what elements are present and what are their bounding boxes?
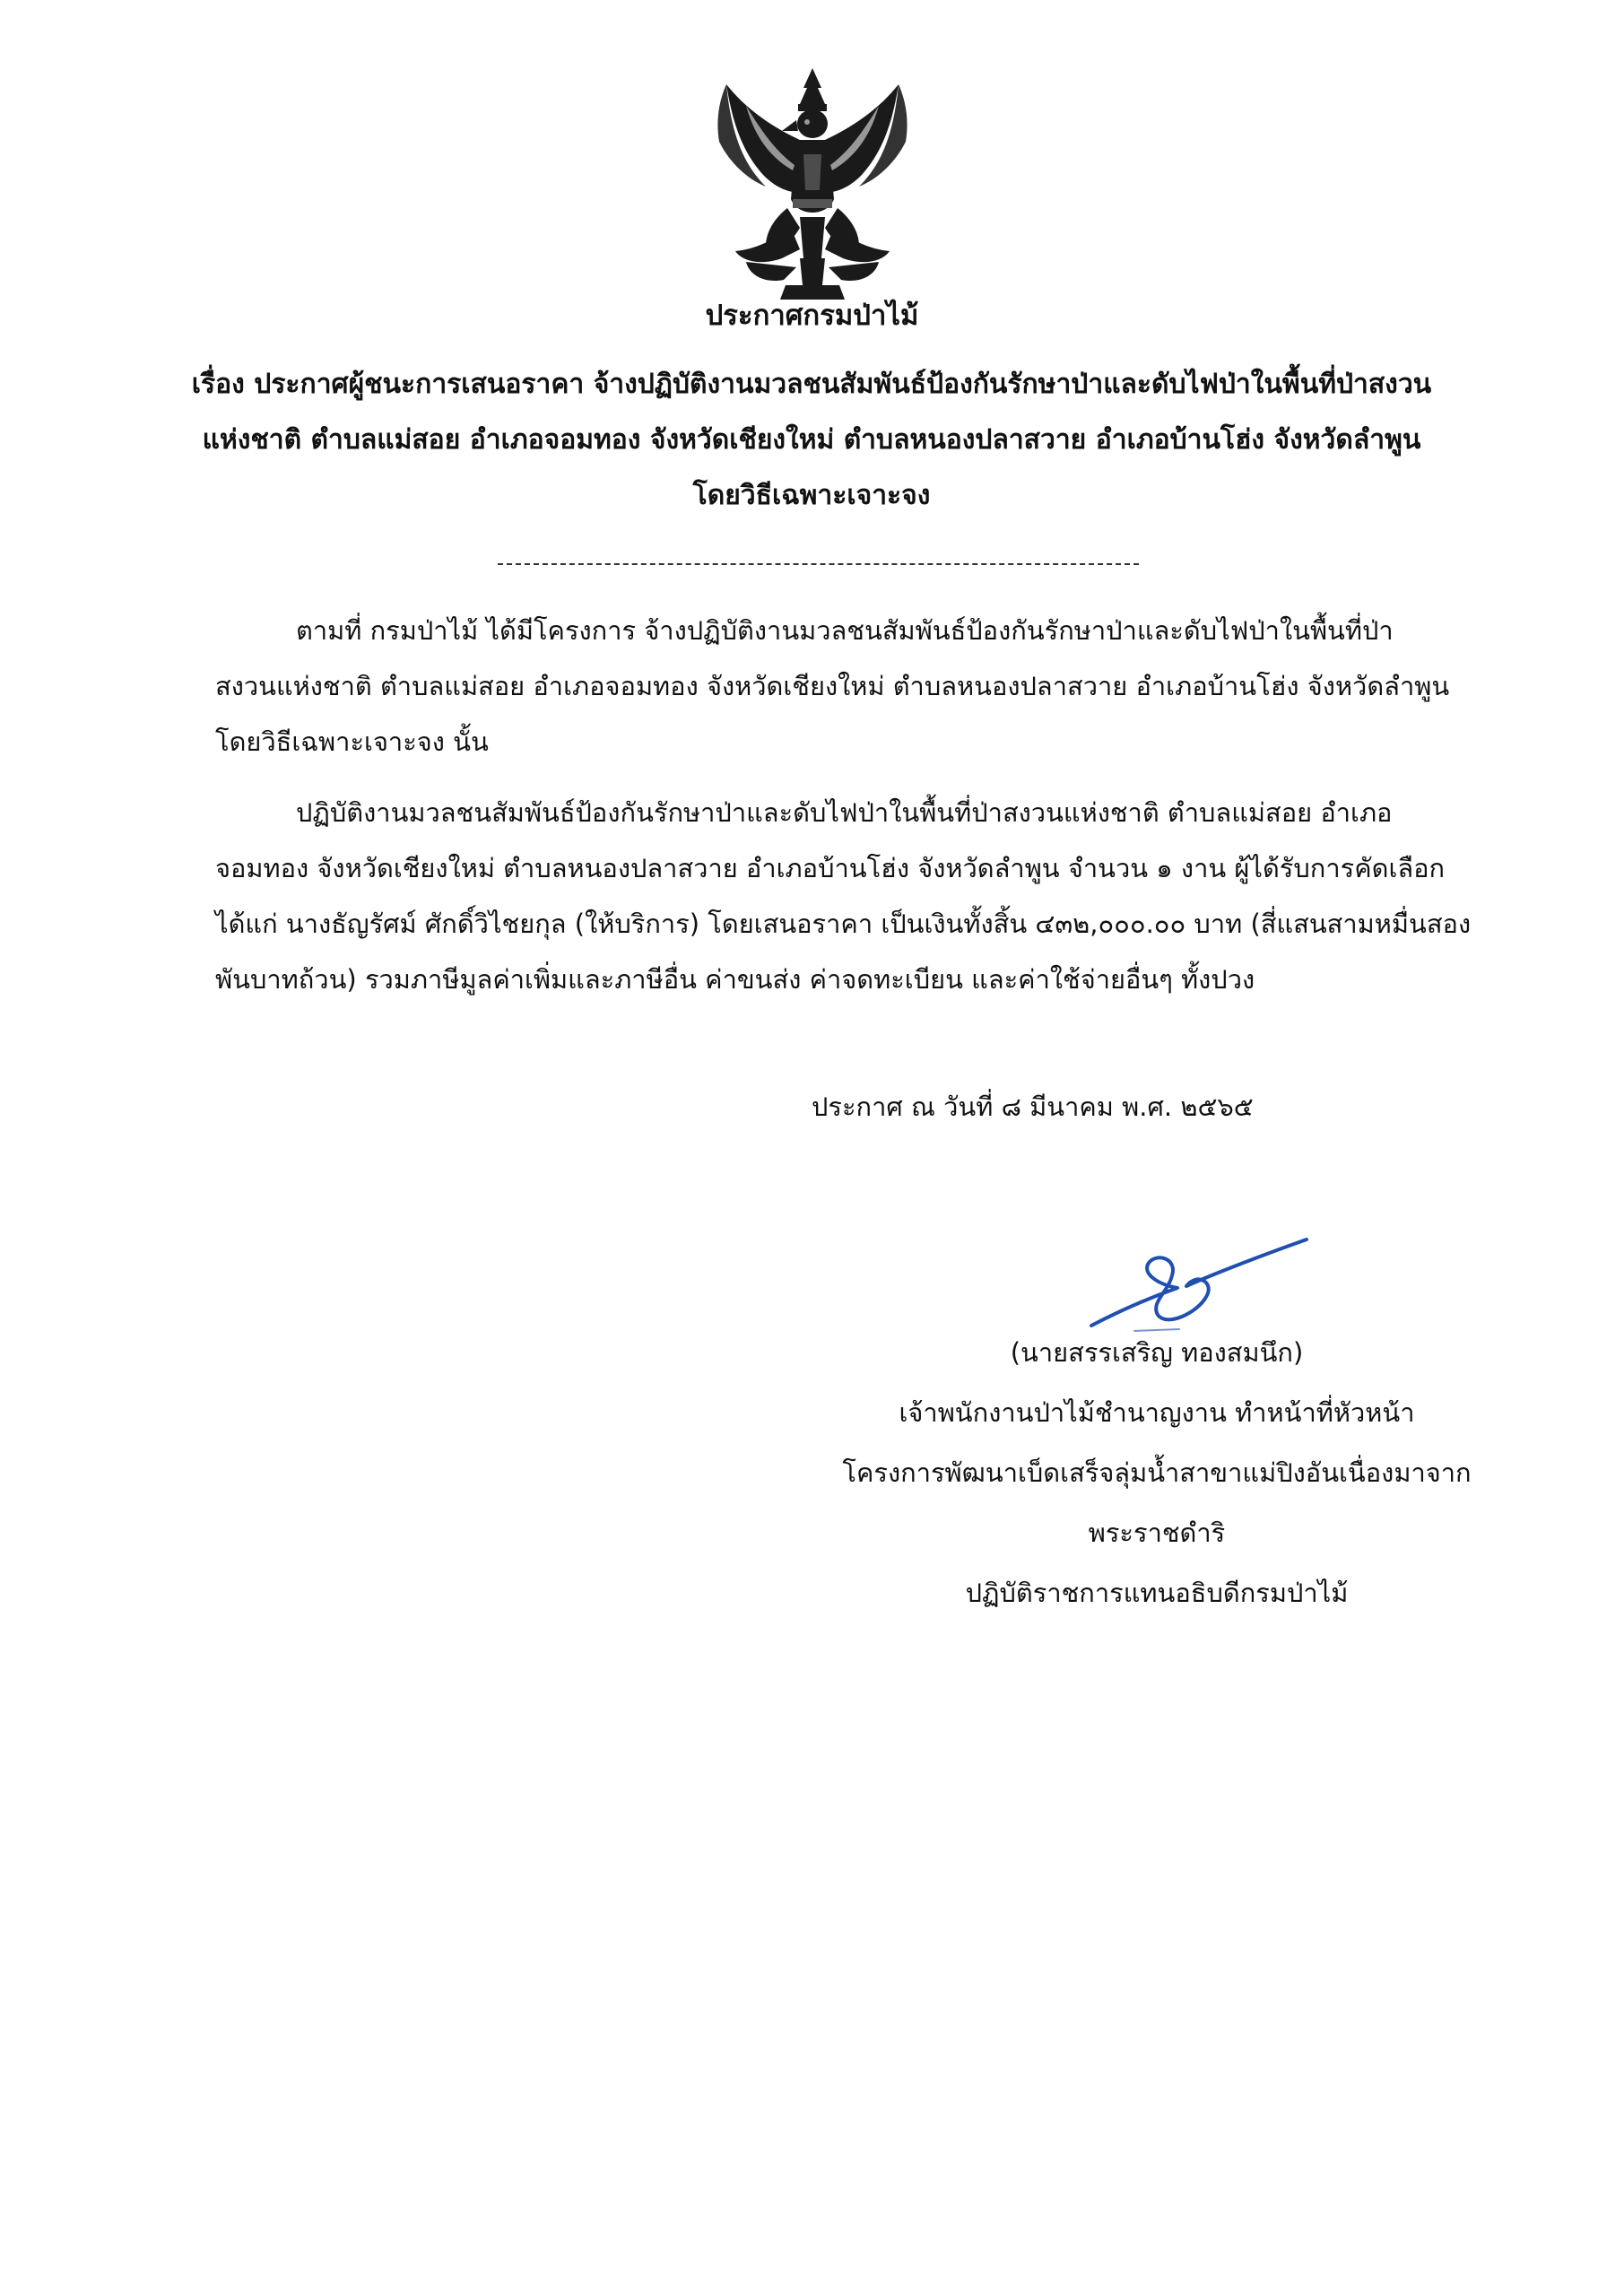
subject-line: โดยวิธีเฉพาะเจาะจง <box>692 480 931 511</box>
handwritten-signature-icon <box>1072 1220 1314 1336</box>
paragraph-line: ตามที่ กรมป่าไม้ ได้มีโครงการ จ้างปฏิบัติงานมวลชนสัมพันธ์ป้องกันรักษาป่าและดับไฟป่าในพื้นที่ป่า <box>296 615 1394 646</box>
signatory-name: (นายสรรเสริญ ทองสมนึก) <box>1010 1337 1304 1368</box>
announcement-date: ประกาศ ณ วันที่ ๘ มีนาคม พ.ศ. ๒๕๖๕ <box>812 1091 1254 1122</box>
subject-line: เรื่อง ประกาศผู้ชนะการเสนอราคา จ้างปฏิบัติงานมวลชนสัมพันธ์ป้องกันรักษาป่าและดับไฟป่าในพื้นที่ป่าสงวน <box>191 369 1432 400</box>
paragraph-line: โดยวิธีเฉพาะเจาะจง นั้น <box>215 726 489 757</box>
paragraph-1 <box>215 603 1471 770</box>
garuda-emblem-icon <box>710 65 915 305</box>
signatory-block <box>807 1323 1507 1623</box>
signatory-position: โครงการพัฒนาเบ็ดเสร็จลุ่มน้ำสาขาแม่ปิงอันเนื่องมาจาก <box>842 1457 1472 1488</box>
paragraph-line: จอมทอง จังหวัดเชียงใหม่ ตำบลหนองปลาสวาย อำเภอบ้านโฮ่ง จังหวัดลำพูน จำนวน ๑ งาน ผู้ได้รับการคัดเลือก <box>215 853 1446 883</box>
paragraph-line: ปฏิบัติงานมวลชนสัมพันธ์ป้องกันรักษาป่าและดับไฟป่าในพื้นที่ป่าสงวนแห่งชาติ ตำบลแม่สอย อำเภอ <box>296 797 1393 828</box>
signatory-position: เจ้าพนักงานป่าไม้ชำนาญงาน ทำหน้าที่หัวหน้า <box>899 1397 1415 1428</box>
paragraph-2 <box>215 785 1471 1007</box>
subject-heading <box>161 357 1462 524</box>
paragraph-line: ได้แก่ นางธัญรัศม์ ศักดิ์วิไชยกุล (ให้บริการ) โดยเสนอราคา เป็นเงินทั้งสิ้น ๔๓๒,๐๐๐.๐๐ บาท (สี่แสนสามหมื่นสอง <box>215 909 1472 939</box>
section-divider <box>498 563 1139 565</box>
signatory-position: ปฏิบัติราชการแทนอธิบดีกรมป่าไม้ <box>965 1578 1349 1608</box>
signatory-position: พระราชดำริ <box>1088 1518 1226 1548</box>
subject-line: แห่งชาติ ตำบลแม่สอย อำเภอจอมทอง จังหวัดเชียงใหม่ ตำบลหนองปลาสวาย อำเภอบ้านโฮ่ง จังหวัดลำพูน <box>202 424 1421 456</box>
agency-title: ประกาศกรมป่าไม้ <box>705 300 919 332</box>
paragraph-line: สงวนแห่งชาติ ตำบลแม่สอย อำเภอจอมทอง จังหวัดเชียงใหม่ ตำบลหนองปลาสวาย อำเภอบ้านโฮ่ง จังหวัดลำพูน <box>215 671 1450 701</box>
paragraph-line: พันบาทถ้วน) รวมภาษีมูลค่าเพิ่มและภาษีอื่น ค่าขนส่ง ค่าจดทะเบียน และค่าใช้จ่ายอื่นๆ ทั้งปวง <box>215 964 1255 995</box>
